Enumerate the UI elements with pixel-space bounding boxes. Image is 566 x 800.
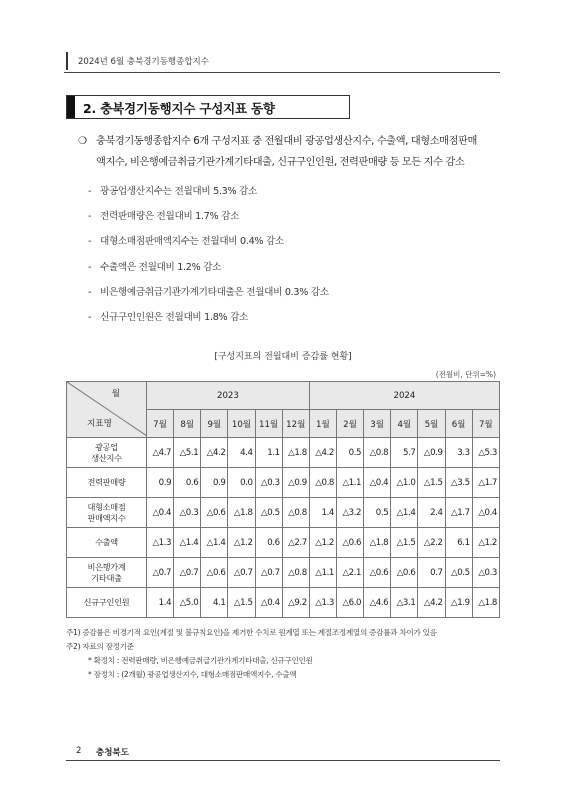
table-cell: 0.7 [418, 558, 445, 588]
table-cell: △4.2 [201, 438, 228, 468]
table-cell: △0.4 [255, 588, 282, 618]
footnote-1: 주1) 증감률은 비경기적 요인(계절 및 불규칙요인)을 제거한 수치로 원계열 또는 계절조정계열의 증감률과 차이가 있음 [66, 628, 437, 637]
table-cell: △1.1 [309, 558, 336, 588]
page-header [64, 52, 500, 73]
corner-indicator-label: 지표명 [87, 419, 112, 429]
month-header: 8월 [174, 410, 201, 438]
table-cell: △1.5 [228, 588, 255, 618]
section-title-text: 2. 충북경기동행지수 구성지표 동향 [83, 101, 275, 116]
table-row [67, 558, 500, 588]
summary-line-2: 액지수, 비은행예금취급기관가계기타대출, 신규구인인원, 전력판매량 등 모든 지수 감소 [96, 157, 465, 168]
detail-item: - 광공업생산지수는 전월대비 5.3% 감소 [88, 186, 257, 197]
table-cell: △0.7 [147, 558, 174, 588]
table-cell: △1.1 [336, 468, 363, 498]
table-cell: △0.6 [201, 498, 228, 528]
table-cell: 5.7 [391, 438, 418, 468]
table-cell: 4.4 [228, 438, 255, 468]
section-title [66, 95, 350, 119]
month-header: 10월 [228, 410, 255, 438]
table-cell: △1.5 [391, 528, 418, 558]
table-cell: △0.8 [282, 558, 309, 588]
table-cell: △0.9 [418, 438, 445, 468]
table-corner-header [67, 382, 147, 438]
table-cell: 0.9 [147, 468, 174, 498]
table-cell: △1.8 [228, 498, 255, 528]
table-cell: 1.1 [255, 438, 282, 468]
table-cell: △1.7 [472, 468, 499, 498]
table-cell: △0.7 [255, 558, 282, 588]
table-cell: △1.4 [201, 528, 228, 558]
month-header: 9월 [201, 410, 228, 438]
month-header: 4월 [391, 410, 418, 438]
section-title-bar [67, 96, 75, 118]
table-cell: △0.8 [309, 468, 336, 498]
table-cell: △1.8 [364, 528, 391, 558]
table-cell: △6.0 [336, 588, 363, 618]
table-row [67, 588, 500, 618]
summary-paragraph [78, 131, 514, 173]
header-bar [66, 52, 68, 70]
detail-item: - 수출액은 전월대비 1.2% 감소 [88, 261, 222, 273]
table-cell: △5.1 [174, 438, 201, 468]
indicator-name: 대형소매점 판매액지수 [67, 498, 147, 528]
footnotes [66, 627, 506, 683]
footnote-provisional: * 잠정치 : (2개월) 광공업생산지수, 대형소매점판매액지수, 수출액 [88, 670, 297, 679]
table-cell: △3.2 [336, 498, 363, 528]
table-year-row [67, 382, 500, 410]
table-cell: △4.2 [418, 588, 445, 618]
month-header: 7월 [472, 410, 499, 438]
table-cell: △1.7 [445, 498, 472, 528]
table-row [67, 468, 500, 498]
table-cell: △1.2 [228, 528, 255, 558]
month-header: 7월 [147, 410, 174, 438]
table-cell: △1.0 [391, 468, 418, 498]
table-cell: △4.2 [309, 438, 336, 468]
table-cell: △9.2 [282, 588, 309, 618]
summary-line-1: 충북경기동행종합지수 6개 구성지표 중 전월대비 광공업생산지수, 수출액, 대형소매점판매 [96, 136, 477, 147]
year-header: 2024 [309, 382, 499, 410]
detail-item: - 대형소매점판매액지수는 전월대비 0.4% 감소 [88, 236, 284, 248]
table-cell: 6.1 [445, 528, 472, 558]
table-cell: 0.5 [364, 498, 391, 528]
table-cell: 0.6 [174, 468, 201, 498]
table-cell: △0.6 [364, 558, 391, 588]
table-cell: △5.3 [472, 438, 499, 468]
table-cell: △1.4 [391, 498, 418, 528]
table-cell: 4.1 [201, 588, 228, 618]
detail-item: - 신규구인인원은 전월대비 1.8% 감소 [88, 311, 249, 323]
indicator-name: 광공업 생산지수 [67, 438, 147, 468]
footer-organization: 충청북도 [96, 748, 129, 758]
table-cell: △0.6 [201, 558, 228, 588]
table-cell: △5.0 [174, 588, 201, 618]
table-cell: △1.2 [309, 528, 336, 558]
page-number: 2 [76, 746, 82, 756]
month-header: 11월 [255, 410, 282, 438]
month-header: 6월 [445, 410, 472, 438]
table-cell: △1.8 [282, 438, 309, 468]
table-cell: △0.5 [255, 498, 282, 528]
indicator-name: 비은행가계 기타대출 [67, 558, 147, 588]
table-cell: 0.0 [228, 468, 255, 498]
table-cell: 1.4 [309, 498, 336, 528]
table-cell: △1.9 [445, 588, 472, 618]
indicator-name: 신규구인인원 [67, 588, 147, 618]
table-cell: △3.5 [445, 468, 472, 498]
detail-list [88, 183, 508, 334]
table-row [67, 498, 500, 528]
table-cell: △1.3 [147, 528, 174, 558]
circle-bullet-icon: ❍ [78, 136, 87, 147]
table-cell: △2.1 [336, 558, 363, 588]
table-cell: 3.3 [445, 438, 472, 468]
month-header: 2월 [336, 410, 363, 438]
month-header: 5월 [418, 410, 445, 438]
table-cell: △4.6 [364, 588, 391, 618]
table-cell: △1.3 [309, 588, 336, 618]
detail-item: - 전력판매량은 전월대비 1.7% 감소 [88, 211, 240, 223]
indicator-name: 전력판매량 [67, 468, 147, 498]
table-cell: △0.3 [472, 558, 499, 588]
table-cell: 0.6 [255, 528, 282, 558]
table-cell: △0.7 [228, 558, 255, 588]
table-row [67, 528, 500, 558]
table-cell: △0.3 [174, 498, 201, 528]
table-cell: △0.5 [445, 558, 472, 588]
table-cell: △0.4 [472, 498, 499, 528]
table-cell: 2.4 [418, 498, 445, 528]
table-cell: △0.8 [364, 438, 391, 468]
table-cell: △0.4 [147, 498, 174, 528]
table-caption: [구성지표의 전월대비 증감률 현황] [214, 352, 352, 362]
page-footer [66, 745, 500, 761]
month-header: 1월 [309, 410, 336, 438]
month-header: 12월 [282, 410, 309, 438]
table-cell: △1.8 [472, 588, 499, 618]
corner-month-label: 월 [111, 389, 120, 399]
table-cell: △3.1 [391, 588, 418, 618]
table-cell: △1.5 [418, 468, 445, 498]
table-cell: △0.7 [174, 558, 201, 588]
footnote-2: 주2) 자료의 잠정기준 [66, 642, 134, 651]
table-cell: △0.8 [282, 498, 309, 528]
table-cell: △0.6 [391, 558, 418, 588]
table-cell: △0.3 [255, 468, 282, 498]
table-cell: 0.5 [336, 438, 363, 468]
table-cell: △0.4 [364, 468, 391, 498]
table-cell: △0.9 [282, 468, 309, 498]
table-cell: △4.7 [147, 438, 174, 468]
table-cell: △0.6 [336, 528, 363, 558]
table-cell: △1.4 [174, 528, 201, 558]
table-cell: △2.2 [418, 528, 445, 558]
table-cell: 0.9 [201, 468, 228, 498]
header-title: 2024년 6월 충북경기동행종합지수 [78, 57, 209, 67]
table-unit: (전월비, 단위=%) [435, 370, 496, 379]
indicator-table [66, 381, 500, 618]
year-header: 2023 [147, 382, 310, 410]
table-cell: 1.4 [147, 588, 174, 618]
table-cell: △1.2 [472, 528, 499, 558]
footnote-confirmed: * 확정치 : 전력판매량, 비은행예금취급기관가계기타대출, 신규구인인원 [88, 656, 313, 665]
table-cell: △2.7 [282, 528, 309, 558]
indicator-name: 수출액 [67, 528, 147, 558]
detail-item: - 비은행예금취급기관가계기타대출은 전월대비 0.3% 감소 [88, 286, 329, 298]
table-row [67, 438, 500, 468]
month-header: 3월 [364, 410, 391, 438]
